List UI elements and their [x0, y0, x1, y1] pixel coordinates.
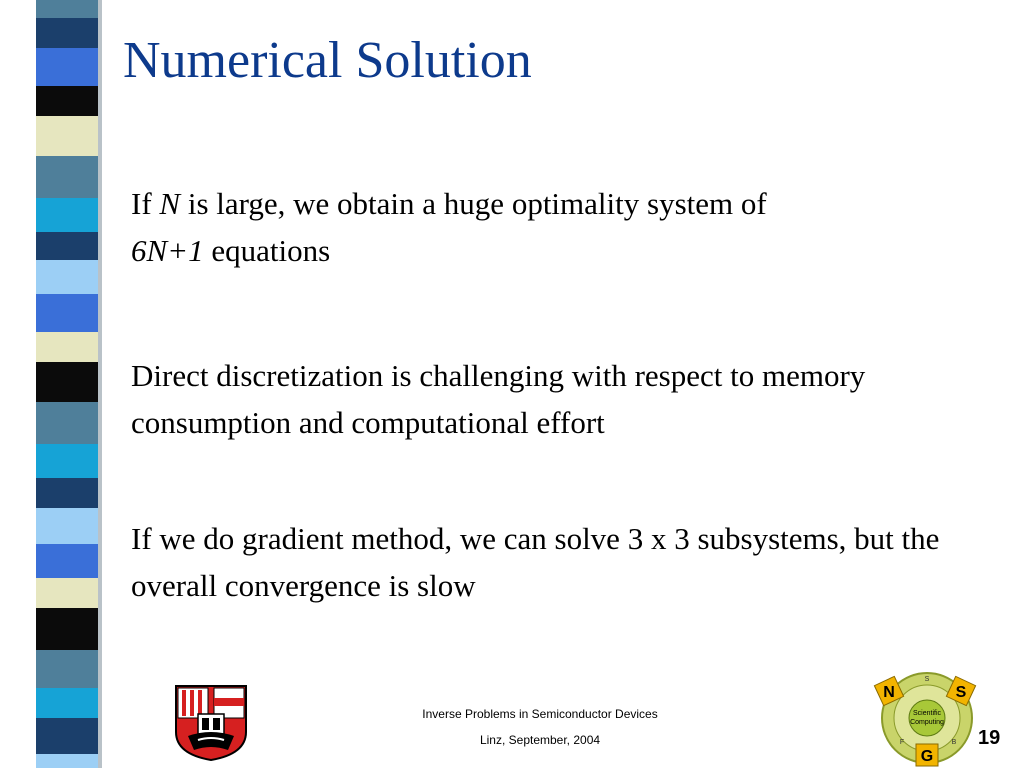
decorative-stripe [36, 718, 98, 754]
decorative-stripe [36, 232, 98, 260]
decorative-stripe-bar [36, 0, 98, 768]
ssg-badge-s: S [955, 684, 967, 701]
decorative-stripe [36, 544, 98, 578]
p1-var-n: N [159, 186, 181, 221]
decorative-stripe [36, 608, 98, 650]
p1-text-b: is large, we obtain a huge optimality system of [180, 186, 767, 221]
decorative-stripe [36, 48, 98, 86]
decorative-stripe [36, 198, 98, 232]
decorative-stripe [36, 86, 98, 116]
decorative-stripe [36, 260, 98, 294]
decorative-stripe [36, 508, 98, 544]
ssg-scientific-computing-logo [872, 666, 982, 768]
p1-text-a: If [131, 186, 160, 221]
p1-text-c: equations [203, 233, 331, 268]
ssg-small-letter-b: B [951, 739, 957, 746]
ssg-center-text-1: Scientific [912, 710, 942, 717]
slide-title: Numerical Solution [123, 32, 532, 89]
decorative-stripe [36, 116, 98, 156]
page-number: 19 [978, 727, 1001, 749]
decorative-stripe [36, 578, 98, 608]
ssg-badge-g: G [920, 748, 934, 765]
decorative-stripe [36, 0, 98, 18]
decorative-stripe [36, 650, 98, 688]
paragraph-direct-discretization: Direct discretization is challenging with respect to memory consumption and computational effort [131, 358, 866, 440]
ssg-badge-n: N [883, 684, 895, 701]
university-crest-logo [168, 680, 254, 762]
footer-place-date: Linz, September, 2004 [479, 733, 601, 747]
decorative-stripe [36, 478, 98, 508]
decorative-stripe [36, 156, 98, 198]
decorative-stripe [36, 294, 98, 332]
paragraph-optimality-system [131, 180, 991, 274]
footer-title: Inverse Problems in Semiconductor Devices [422, 707, 658, 721]
decorative-stripe [36, 332, 98, 362]
decorative-stripe [36, 18, 98, 48]
ssg-center-text-2: Computing [910, 719, 944, 726]
ssg-small-letter-f: F [899, 739, 905, 746]
decorative-stripe [36, 362, 98, 402]
decorative-stripe [36, 444, 98, 478]
paragraph-gradient-method: If we do gradient method, we can solve 3 x 3 subsystems, but the overall convergence is slow [131, 521, 940, 603]
decorative-stripe [36, 688, 98, 718]
p1-expression: 6N+1 [131, 233, 204, 268]
decorative-stripe [36, 402, 98, 444]
ssg-small-letter-s: S [924, 676, 930, 683]
decorative-stripe [36, 754, 98, 768]
stripe-bar-shadow [98, 0, 102, 768]
